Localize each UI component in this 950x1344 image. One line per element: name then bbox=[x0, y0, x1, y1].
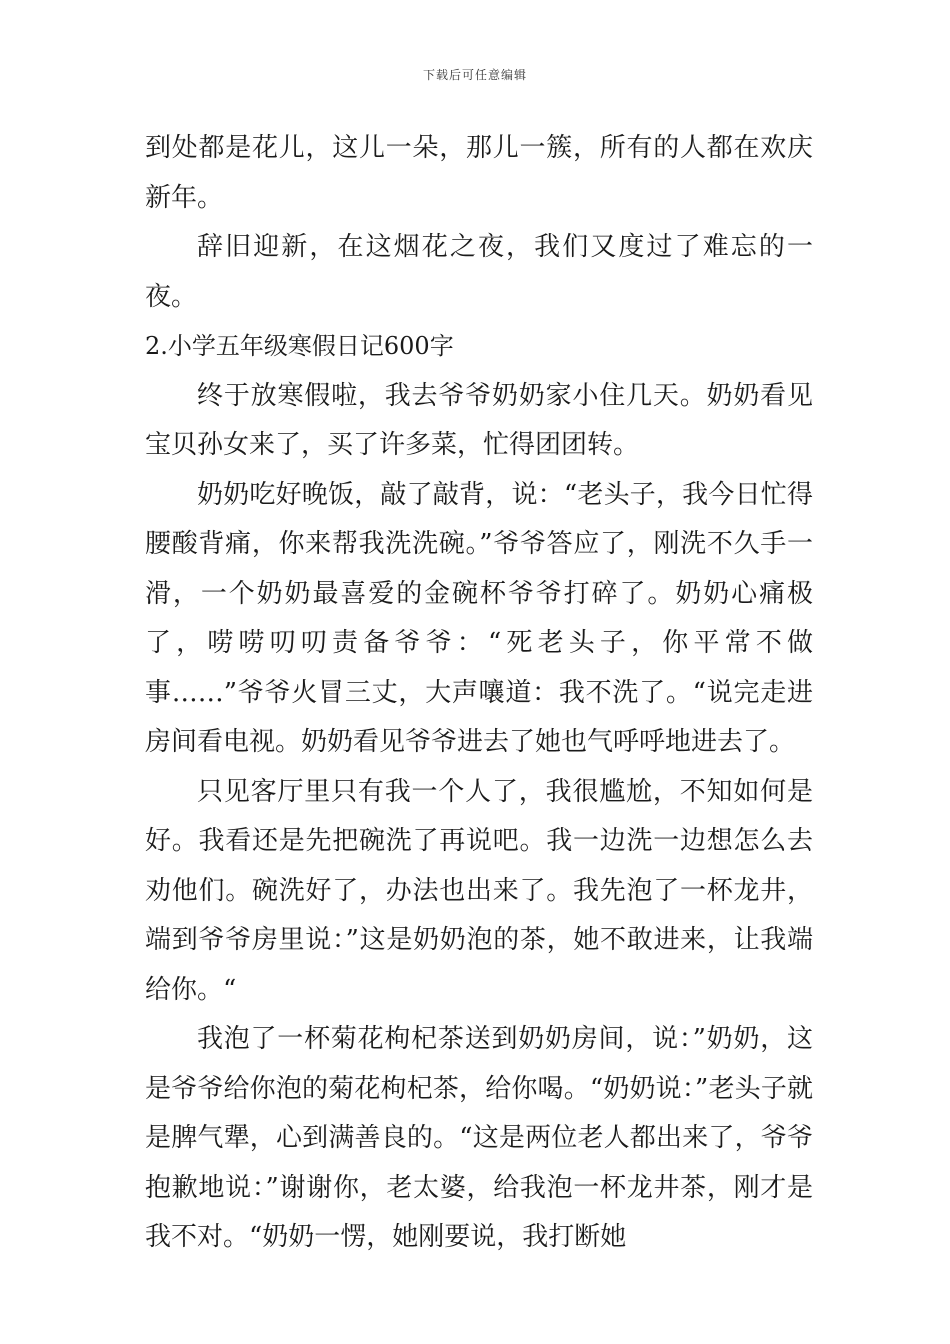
section-title: 2.小学五年级寒假日记600字 bbox=[145, 332, 454, 360]
page-header: 下载后可任意编辑 bbox=[422, 68, 527, 82]
paragraph-1: 到处都是花儿，这儿一朵，那儿一簇，所有的人都在欢庆新年。 bbox=[145, 133, 813, 213]
paragraph-3: 终于放寒假啦，我去爷爷奶奶家小住几天。奶奶看见宝贝孙女来了，买了许多菜，忙得团团转。 bbox=[145, 380, 813, 460]
paragraph-2: 辞旧迎新，在这烟花之夜，我们又度过了难忘的一夜。 bbox=[145, 232, 813, 312]
document-body bbox=[145, 124, 813, 1263]
paragraph-6: 我泡了一杯菊花枸杞茶送到奶奶房间，说：”奶奶，这是爷爷给你泡的菊花枸杞茶，给你喝。“奶奶说：”老头子就是脾气犟，心到满善良的。“这是两位老人都出来了，爷爷抱歉地说：”谢谢你，老太婆，给我泡一杯龙井茶，刚才是我不对。“奶奶一愣，她刚要说，我打断她 bbox=[145, 1024, 813, 1252]
paragraph-5: 只见客厅里只有我一个人了，我很尴尬，不知如何是好。我看还是先把碗洗了再说吧。我一边洗一边想怎么去劝他们。碗洗好了，办法也出来了。我先泡了一杯龙井，端到爷爷房里说：”这是奶奶泡的茶，她不敢进来，让我端给你。“ bbox=[145, 776, 813, 1005]
paragraph-4: 奶奶吃好晚饭，敲了敲背，说：“老头子，我今日忙得腰酸背痛，你来帮我洗洗碗。”爷爷答应了，刚洗不久手一滑，一个奶奶最喜爱的金碗杯爷爷打碎了。奶奶心痛极了，唠唠叨叨责备爷爷：“死老头子，你平常不做事……”爷爷火冒三丈，大声嚷道：我不洗了。“说完走进房间看电视。奶奶看见爷爷进去了她也气呼呼地进去了。 bbox=[145, 479, 813, 757]
